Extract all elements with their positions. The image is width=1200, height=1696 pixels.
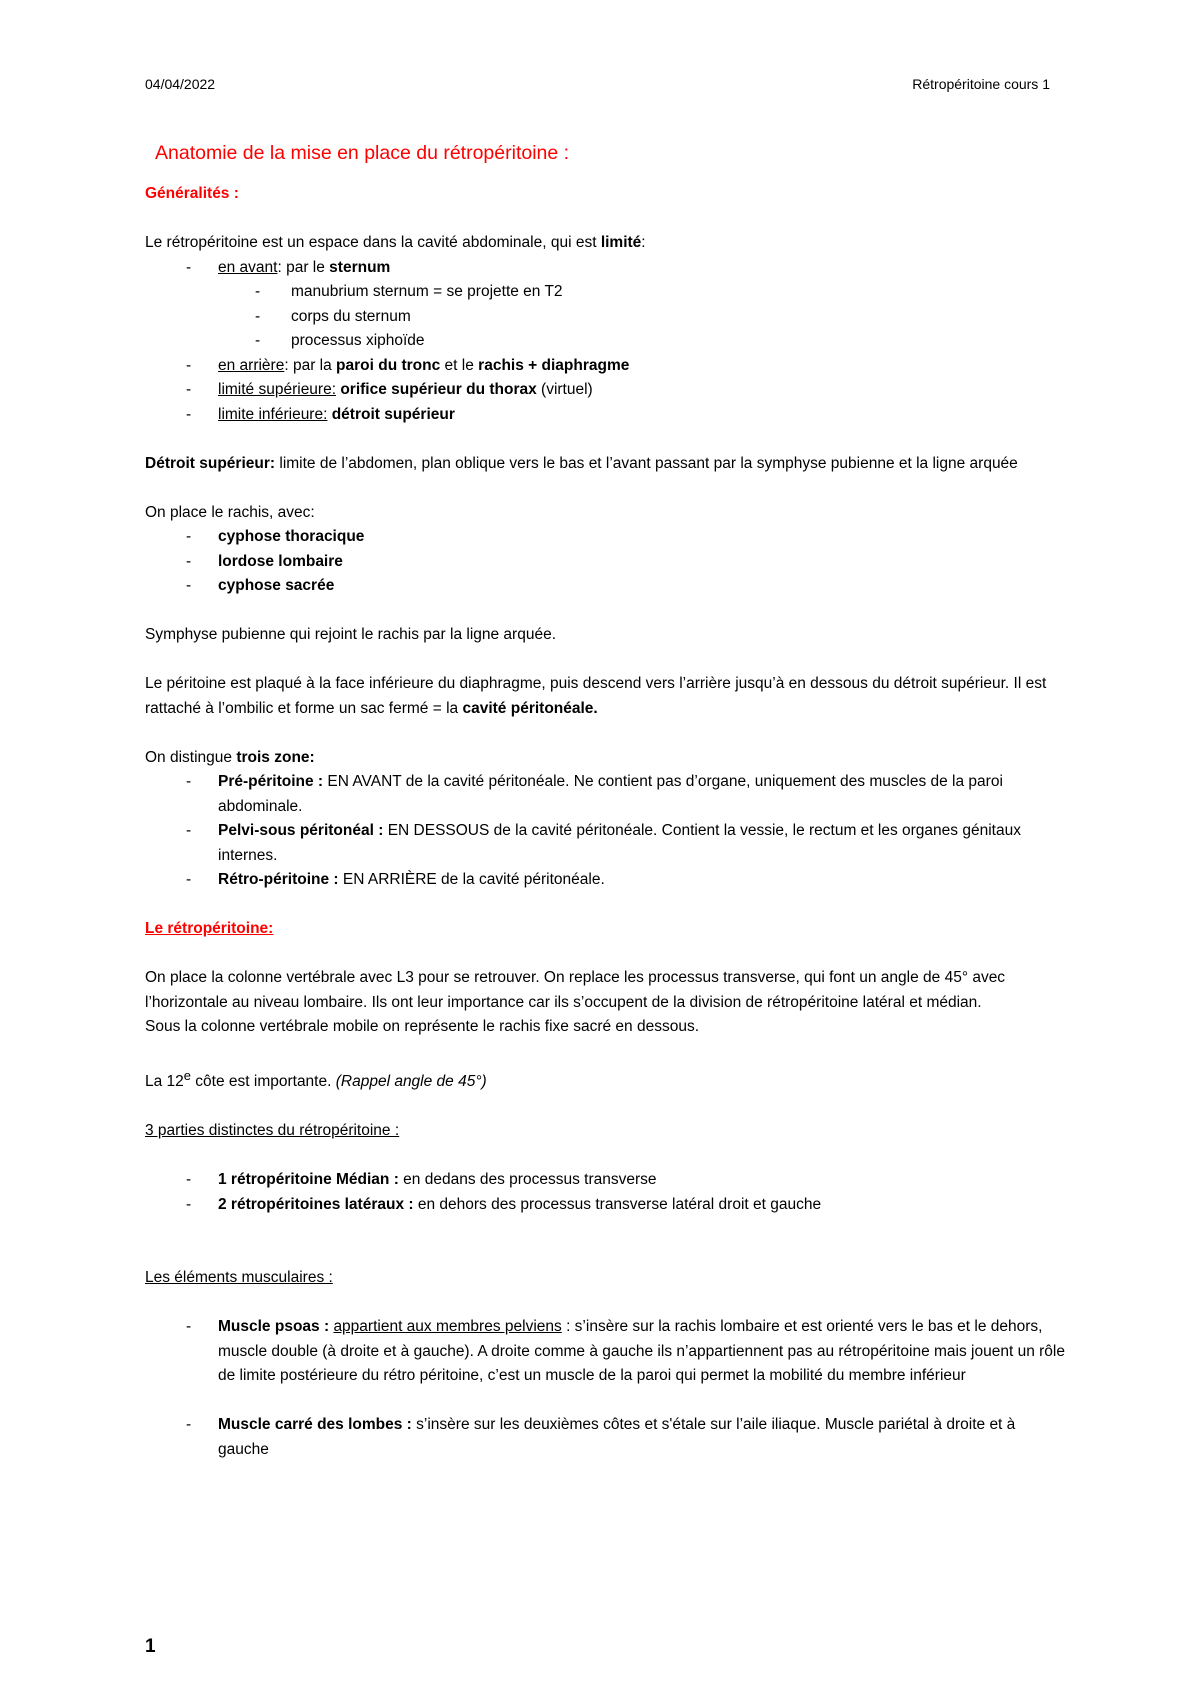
parties-list [145, 1168, 1065, 1217]
muscles-heading: Les éléments musculaires : [145, 1269, 333, 1287]
limits-list [145, 256, 1065, 281]
list-item: - Muscle psoas : appartient aux membres pelviens : s’insère sur la rachis lombaire et est orienté vers le bas et le dehors, muscle double (à droite et à gauche). A droite comme à gauche ils n’appartiennent pas au rétropéritoine mais jouent un rôle de limite postérieure du rétro péritoine, c’est un muscle de la paroi qui permet la mobilité du membre inférieur [145, 1315, 1065, 1389]
list-item: - Pré-péritoine : EN AVANT de la cavité péritonéale. Ne contient pas d’organe, uniquement des muscles de la paroi abdominale. [145, 770, 1065, 819]
document-body [145, 138, 1065, 1462]
page-number: 1 [145, 1636, 156, 1657]
list-item: - Rétro-péritoine : EN ARRIÈRE de la cavité péritonéale. [145, 868, 1065, 893]
limits-intro: Le rétropéritoine est un espace dans la cavité abdominale, qui est limité: [145, 234, 646, 251]
list-item: - lordose lombaire [145, 550, 1065, 575]
section-heading-retroperitoine: Le rétropéritoine: [145, 920, 274, 937]
detroit-paragraph: Détroit supérieur: limite de l’abdomen, plan oblique vers le bas et l’avant passant par la symphyse pubienne et la ligne arquée [145, 454, 1018, 472]
list-item: - limite inférieure: détroit supérieur [145, 403, 1065, 428]
header-date: 04/04/2022 [145, 76, 216, 92]
header-course-title: Rétropéritoine cours 1 [912, 76, 1050, 92]
list-item: - manubrium sternum = se projette en T2 [145, 280, 1065, 305]
zones-intro: On distingue trois zone: [145, 748, 315, 766]
page-title: Anatomie de la mise en place du rétropéritoine : [155, 142, 570, 164]
sacre-paragraph: Sous la colonne vertébrale mobile on représente le rachis fixe sacré en dessous. [145, 1018, 700, 1035]
zones-list [145, 770, 1065, 893]
muscles-list [145, 1315, 1065, 1389]
peritoine-paragraph: Le péritoine est plaqué à la face inférieure du diaphragme, puis descend vers l’arrière jusqu’à en dessous du détroit supérieur. Il est rattaché à l’ombilic et forme un sac fermé = la cavité péritonéale. [145, 675, 1047, 717]
rachis-list [145, 525, 1065, 599]
limits-list-continued [145, 354, 1065, 428]
cote-paragraph: La 12e côte est importante. (Rappel angle de 45°) [145, 1068, 487, 1091]
list-item: - Pelvi-sous péritonéal : EN DESSOUS de la cavité péritonéale. Contient la vessie, le rectum et les organes génitaux internes. [145, 819, 1065, 868]
symphyse-paragraph: Symphyse pubienne qui rejoint le rachis par la ligne arquée. [145, 626, 556, 643]
list-item: - en arrière: par la paroi du tronc et le rachis + diaphragme [145, 354, 1065, 379]
list-item: - Muscle carré des lombes : s’insère sur les deuxièmes côtes et s'étale sur l’aile iliaque. Muscle pariétal à droite et à gauche [145, 1413, 1065, 1462]
list-item: - processus xiphoïde [145, 329, 1065, 354]
list-item: - cyphose sacrée [145, 574, 1065, 599]
colonne-paragraph: On place la colonne vertébrale avec L3 pour se retrouver. On replace les processus transverse, qui font un angle de 45° avec l’horizontale au niveau lombaire. Ils ont leur importance car ils s’occupent de la division de rétropéritoine latéral et médian. [145, 969, 1006, 1011]
list-item: - limité supérieure: orifice supérieur du thorax (virtuel) [145, 378, 1065, 403]
list-item: - 1 rétropéritoine Médian : en dedans des processus transverse [145, 1168, 1065, 1193]
parties-heading: 3 parties distinctes du rétropéritoine : [145, 1122, 400, 1140]
rachis-intro: On place le rachis, avec: [145, 503, 315, 521]
list-item: - 2 rétropéritoines latéraux : en dehors des processus transverse latéral droit et gauche [145, 1193, 1065, 1218]
list-item: - en avant: par le sternum [145, 256, 1065, 281]
list-item: - cyphose thoracique [145, 525, 1065, 550]
muscles-list-continued [145, 1413, 1065, 1462]
section-heading-generalites: Généralités : [145, 185, 239, 202]
list-item: - corps du sternum [145, 305, 1065, 330]
sternum-sublist [145, 280, 1065, 354]
